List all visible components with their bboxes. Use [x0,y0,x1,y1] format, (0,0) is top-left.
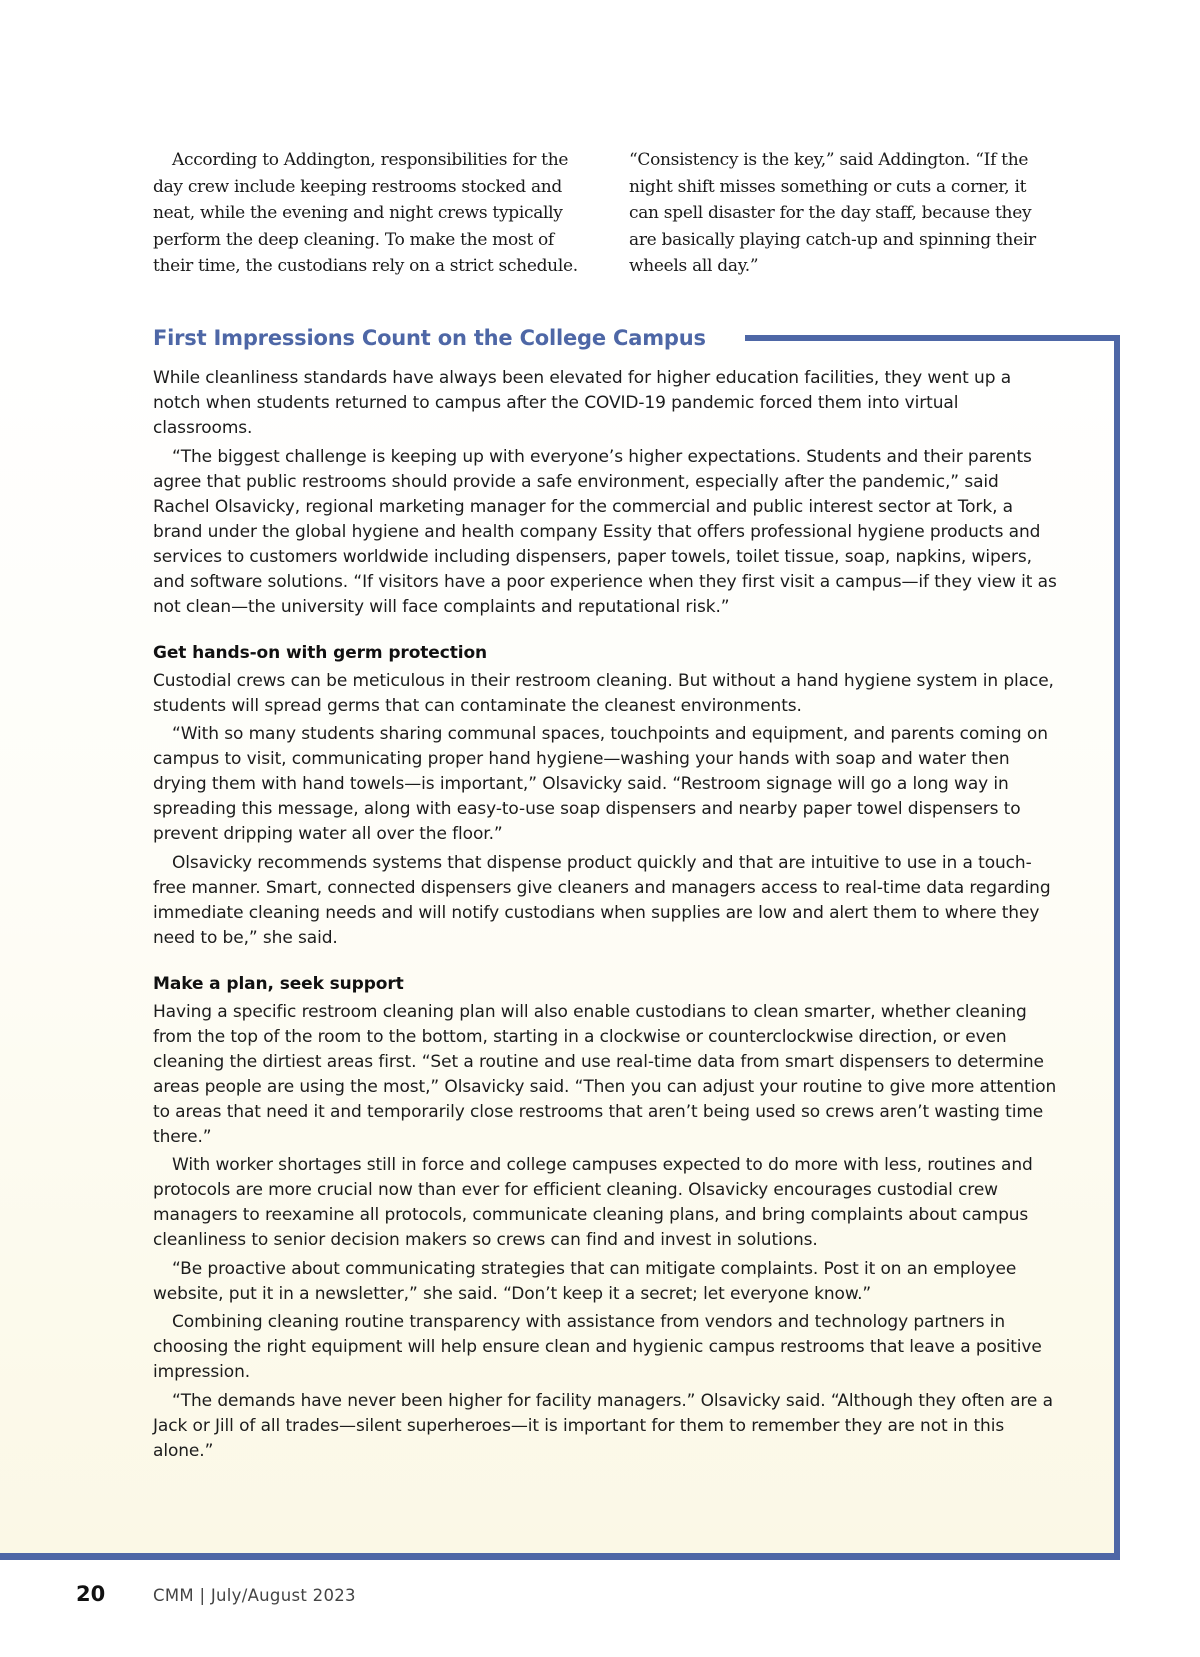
sidebar-frame-right-rule [1114,335,1120,1560]
sidebar-paragraph: Olsavicky recommends systems that dispense product quickly and that are intuitive to use in a touch-free manner. Smart, connected dispensers give cleaners and managers access to real-time data regarding immediate cleaning needs and will notify custodians when supplies are low and alert them to where they need to be,” she said. [153,852,1051,948]
sidebar-paragraph: Custodial crews can be meticulous in their restroom cleaning. But without a hand hygiene system in place, students will spread germs that can contaminate the cleanest environments. [153,670,1054,716]
top-column-right: “Consistency is the key,” said Addington. “If the night shift misses something or cuts a corner, it can spell disaster for the day staff, because they are basically playing catch-up and spinning their wheels all day.” [629,150,1036,276]
page-number: 20 [76,1582,106,1606]
sidebar-title: First Impressions Count on the College Campus [153,326,706,350]
sidebar-paragraph: While cleanliness standards have always been elevated for higher education facilities, they went up a notch when students returned to campus after the COVID-19 pandemic forced them into virtual classrooms. [153,368,1012,438]
page-footer [76,1582,356,1606]
sidebar-paragraph: Having a specific restroom cleaning plan will also enable custodians to clean smarter, whether cleaning from the top of the room to the bottom, starting in a clockwise or counterclockwise direction, or even cleaning the dirtiest areas first. “Set a routine and use real-time data from smart dispensers to determine areas people are using the most,” Olsavicky said. “Then you can adjust your routine to give more attention to areas that need it and temporarily close restrooms that aren’t being used so crews aren’t wasting time there.” [153,1001,1057,1147]
publication-info: CMM | July/August 2023 [153,1586,356,1605]
top-column-left: According to Addington, responsibilities for the day crew include keeping restrooms stocked and neat, while the evening and night crews typically perform the deep cleaning. To make the most of their time, the custodians rely on a strict schedule. [153,150,578,276]
section-heading-plan-support: Make a plan, seek support [153,973,404,994]
sidebar-paragraph: “The demands have never been higher for facility managers.” Olsavicky said. “Although they often are a Jack or Jill of all trades—silent superheroes—it is important for them to remember they are not in this alone.” [153,1390,1053,1461]
section-heading-germ-protection: Get hands-on with germ protection [153,642,488,663]
sidebar-paragraph: Combining cleaning routine transparency with assistance from vendors and technology partners in choosing the right equipment will help ensure clean and hygienic campus restrooms that leave a positive impression. [153,1312,1042,1382]
sidebar-paragraph: “The biggest challenge is keeping up with everyone’s higher expectations. Students and their parents agree that public restrooms should provide a safe environment, especially after the pandemic,” said Rachel Olsavicky, regional marketing manager for the commercial and public interest sector at Tork, a brand under the global hygiene and health company Essity that offers professional hygiene products and services to customers worldwide including dispensers, paper towels, toilet tissue, soap, napkins, wipers, and software solutions. “If visitors have a poor experience when they first visit a campus—if they view it as not clean—the university will face complaints and reputational risk.” [153,446,1057,617]
sidebar-paragraph: “Be proactive about communicating strategies that can mitigate complaints. Post it on an employee website, put it in a newsletter,” she said. “Don’t keep it a secret; let everyone know.” [153,1258,1017,1304]
sidebar-frame-bottom-rule [0,1553,1120,1560]
sidebar-paragraph: With worker shortages still in force and college campuses expected to do more with less, routines and protocols are more crucial now than ever for efficient cleaning. Olsavicky encourages custodial crew managers to reexamine all protocols, communicate cleaning plans, and bring complaints about campus cleanliness to senior decision makers so crews can find and invest in solutions. [153,1155,1033,1250]
sidebar-paragraph: “With so many students sharing communal spaces, touchpoints and equipment, and parents coming on campus to visit, communicating proper hand hygiene—washing your hands with soap and water then drying them with hand towels—is important,” Olsavicky said. “Restroom signage will go a long way in spreading this message, along with easy-to-use soap dispensers and nearby paper towel dispensers to prevent dripping water all over the floor.” [153,724,1048,844]
top-columns [153,147,1049,280]
sidebar-article [153,322,1058,1467]
